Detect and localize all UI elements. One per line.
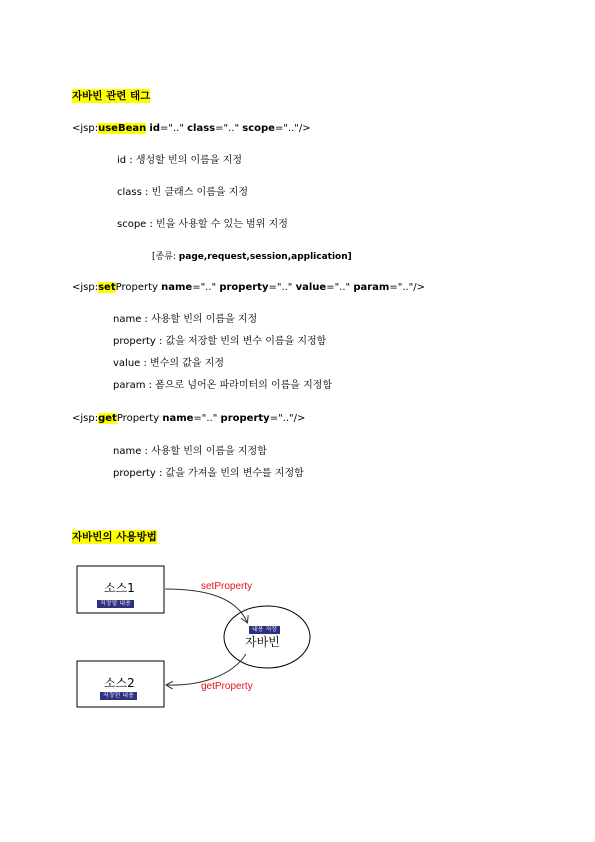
attr-property-value: =".."/> [269,413,306,424]
setproperty-desc-param: param : 폼으로 넘어온 파라미터의 이름을 지정함 [113,380,333,391]
tag-name-get: get [98,413,117,424]
attr-param-value: =".."/> [389,282,426,293]
attr-id: id [149,123,160,134]
get-property-arrow-label: getProperty [201,681,253,692]
attr-scope: scope [242,123,275,134]
attr-param: param [353,282,390,293]
setproperty-desc-property: property : 값을 저장할 빈의 변수 이름을 지정함 [113,336,327,347]
tag-name-usebean: useBean [98,123,147,134]
section-heading-bean-usage: 자바빈의 사용방법 [72,531,157,543]
attr-name: name [161,282,193,293]
attr-scope-value: =".."/> [274,123,311,134]
scope-values-prefix: [종류: [152,252,179,262]
attr-property-value: =".." [268,282,293,293]
source1-title: 소스1 [104,581,135,595]
attr-value: value [295,282,327,293]
usebean-desc-scope: scope : 빈을 사용할 수 있는 범위 지정 [117,219,288,230]
tag-prefix: <jsp: [72,413,99,424]
attr-name: name [162,413,194,424]
attr-name-value: =".." [192,282,217,293]
attr-class-value: =".." [215,123,240,134]
attr-property: property [219,282,269,293]
scope-values-list: page,request,session,application] [178,252,352,262]
attr-property: property [220,413,270,424]
usebean-desc-id: id : 생성할 빈의 이름을 지정 [117,155,242,166]
attr-value-value: =".." [326,282,351,293]
source2-label: 저장된 내용 [100,692,137,700]
attr-name-value: =".." [193,413,218,424]
tag-name-rest: Property [115,282,158,293]
setproperty-desc-value: value : 변수의 값을 지정 [113,358,225,369]
tag-prefix: <jsp: [72,123,99,134]
section-heading-bean-tags: 자바빈 관련 태그 [72,90,151,102]
tag-prefix: <jsp: [72,282,99,293]
source2-title: 소스2 [104,676,135,690]
set-property-arrow-label: setProperty [201,581,253,592]
tag-name-rest: Property [116,413,160,424]
bean-label: 내용 저장 [249,626,280,634]
usebean-desc-class: class : 빈 클래스 이름을 지정 [117,187,249,198]
tag-name-set: set [98,282,116,293]
bean-title: 자바빈 [245,635,280,649]
source1-label: 저장할 내용 [97,600,134,608]
attr-id-value: =".." [160,123,184,134]
getproperty-desc-name: name : 사용할 빈의 이름을 지정함 [113,446,267,457]
attr-class: class [187,123,216,134]
setproperty-desc-name: name : 사용할 빈의 이름을 지정 [113,314,258,325]
getproperty-desc-property: property : 값을 가져올 빈의 변수를 지정함 [113,468,304,479]
